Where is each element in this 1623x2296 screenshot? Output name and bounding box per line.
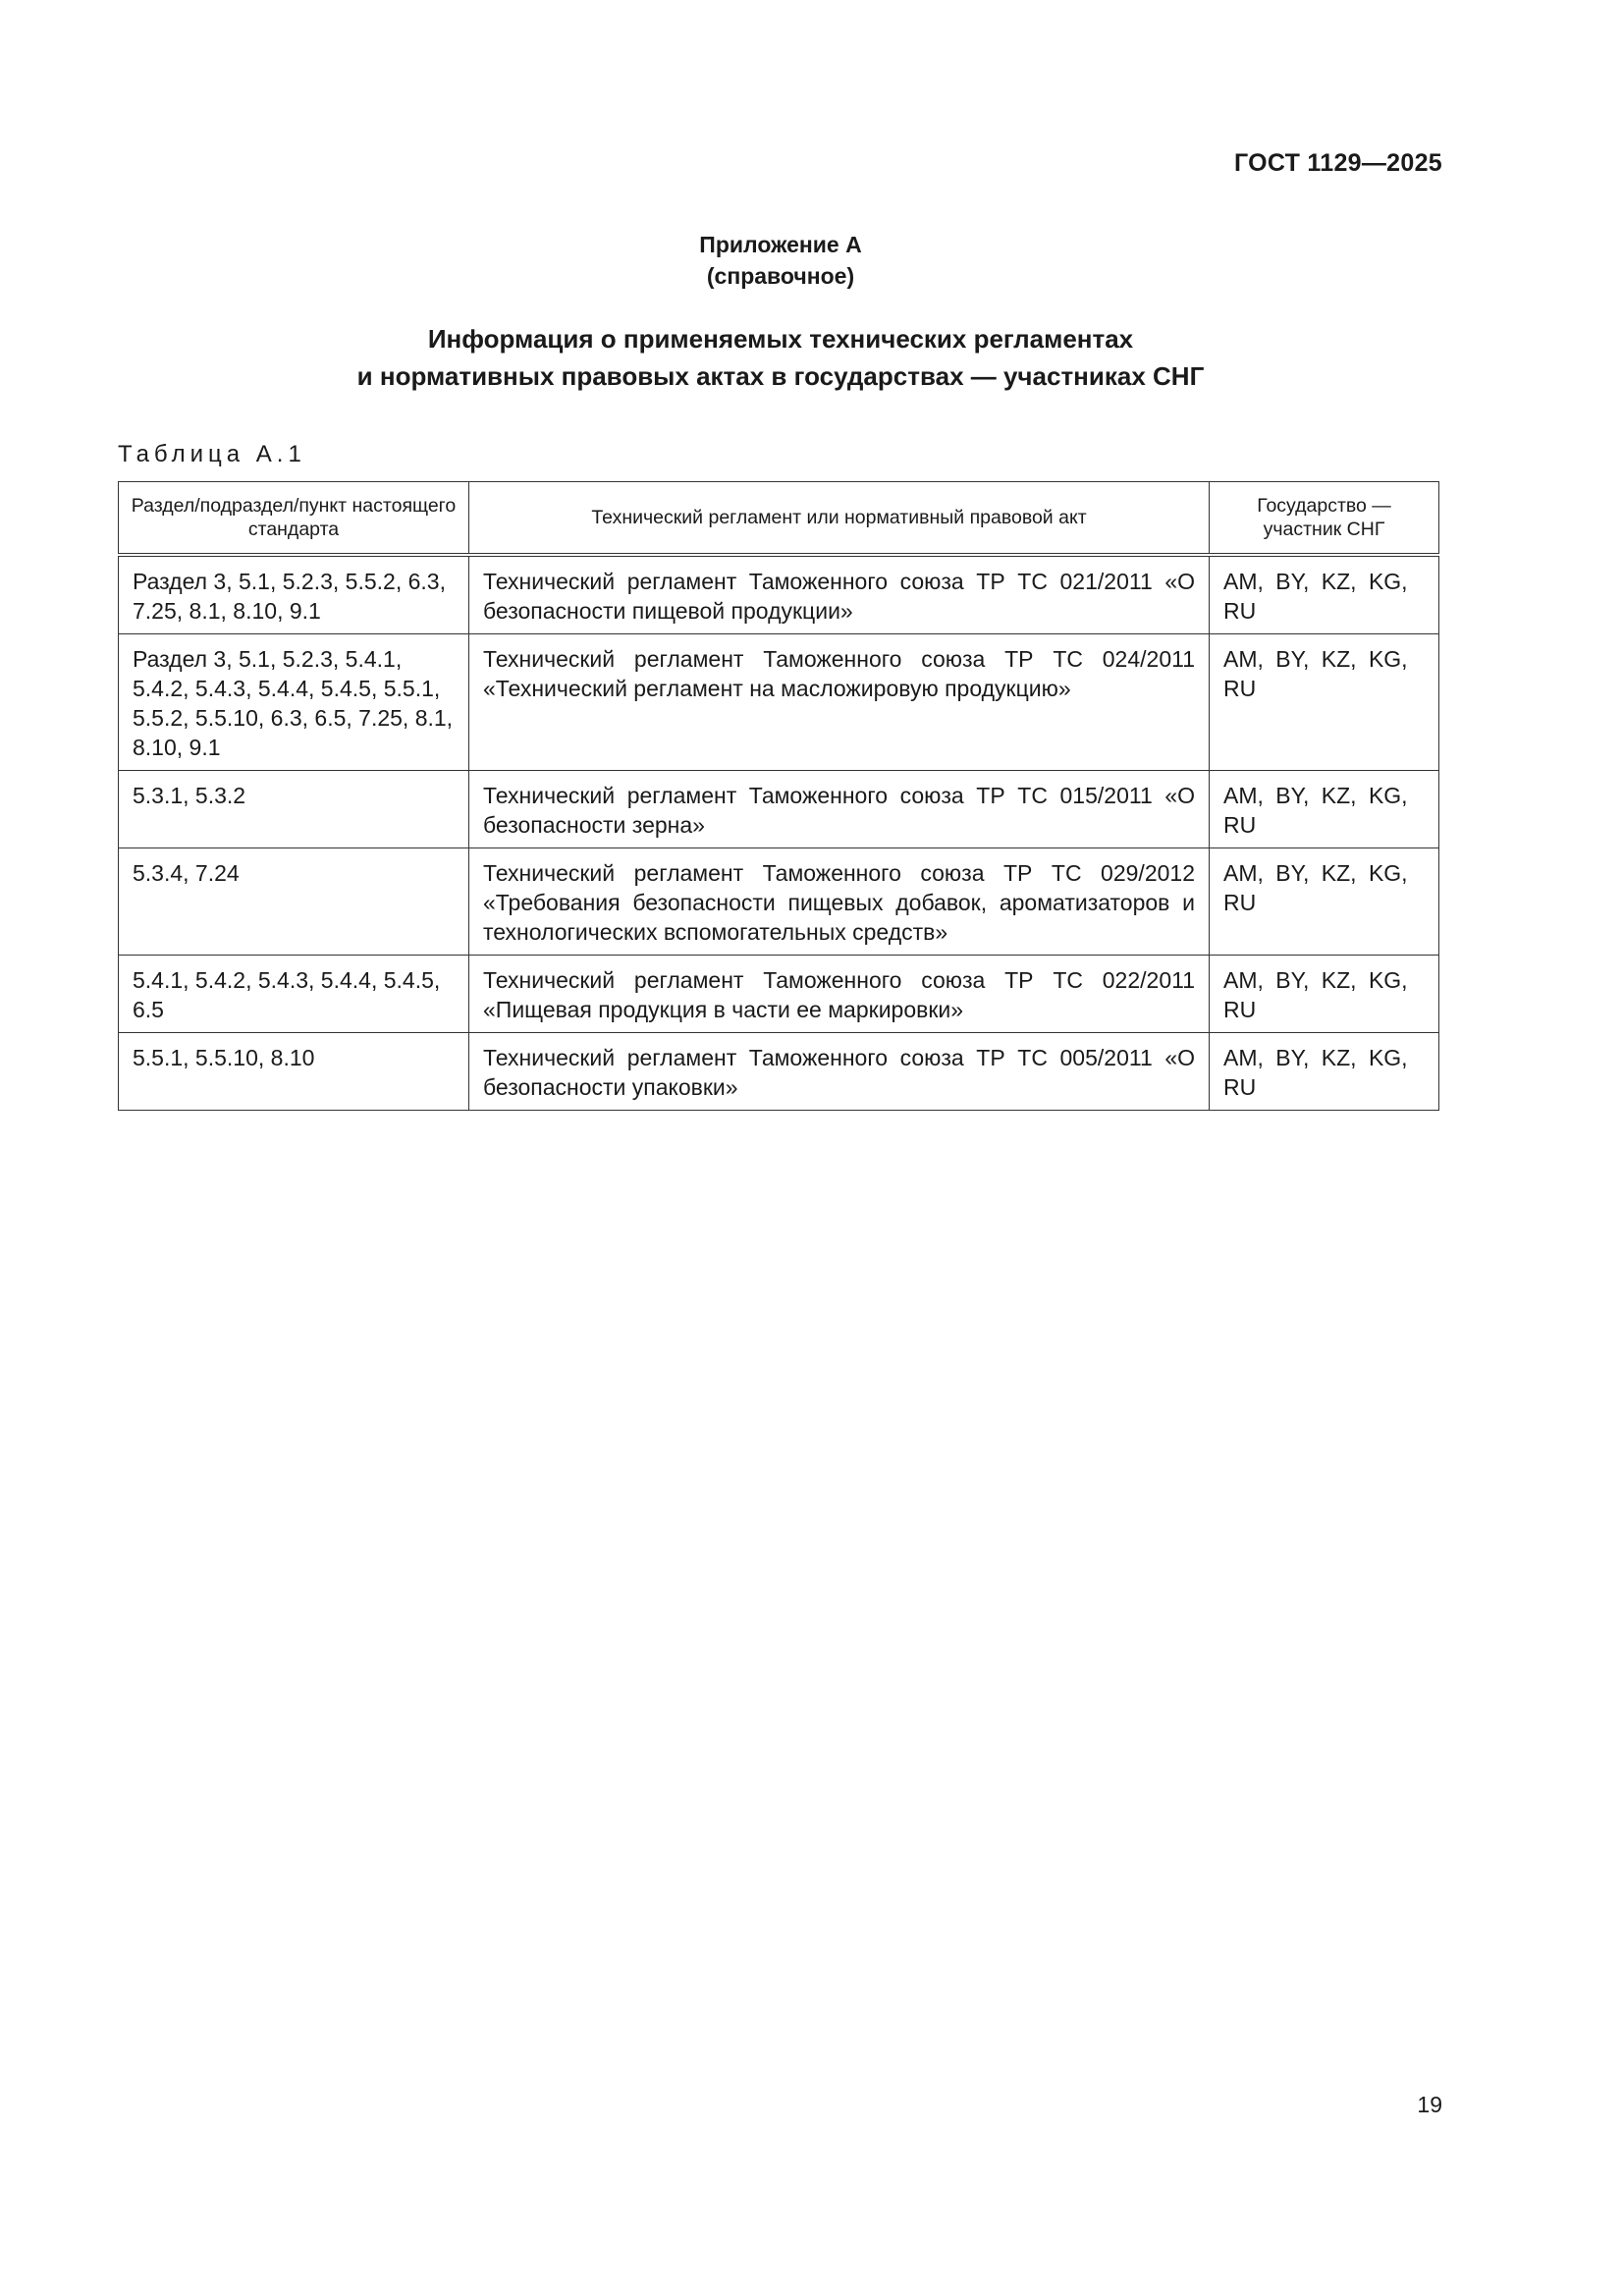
annex-kind: (справочное) [706,263,855,289]
table-row [119,1033,1439,1111]
document-code: ГОСТ 1129—2025 [1234,149,1442,177]
table-row [119,848,1439,956]
annex-heading [0,229,1561,292]
regulations-table [118,481,1439,1111]
annex-label: Приложение А [699,232,862,257]
table-row [119,956,1439,1033]
cell-states: AM, BY, KZ, KG, RU [1210,1033,1439,1111]
cell-states: AM, BY, KZ, KG, RU [1210,956,1439,1033]
column-header-section: Раздел/подраздел/пункт настоящего стандарта [119,482,469,556]
cell-act: Технический регламент Таможенного союза ТР ТС 029/2012 «Требования безопасности пищевых добавок, ароматизаторов и технологических вспомогательных средств» [469,848,1210,956]
column-header-act: Технический регламент или нормативный правовой акт [469,482,1210,556]
cell-act: Технический регламент Таможенного союза ТР ТС 005/2011 «О безопасности упаковки» [469,1033,1210,1111]
cell-section: Раздел 3, 5.1, 5.2.3, 5.5.2, 6.3, 7.25, 8.1, 8.10, 9.1 [119,555,469,634]
table-caption: Таблица А.1 [118,441,306,467]
cell-section: 5.3.1, 5.3.2 [119,771,469,848]
cell-act: Технический регламент Таможенного союза ТР ТС 022/2011 «Пищевая продукция в части ее маркировки» [469,956,1210,1033]
annex-title-line-2: и нормативных правовых актах в государствах — участниках СНГ [356,361,1205,391]
column-header-state: Государство — участник СНГ [1210,482,1439,556]
page-number: 19 [1417,2092,1442,2117]
table-row [119,771,1439,848]
cell-section: 5.3.4, 7.24 [119,848,469,956]
cell-section: Раздел 3, 5.1, 5.2.3, 5.4.1, 5.4.2, 5.4.3, 5.4.4, 5.4.5, 5.5.1, 5.5.2, 5.5.10, 6.3, 6.5, 7.25, 8.1, 8.10, 9.1 [119,634,469,771]
cell-states: AM, BY, KZ, KG, RU [1210,848,1439,956]
cell-section: 5.4.1, 5.4.2, 5.4.3, 5.4.4, 5.4.5, 6.5 [119,956,469,1033]
table-row [119,634,1439,771]
table-header-row [119,482,1439,556]
table-row [119,555,1439,634]
cell-section: 5.5.1, 5.5.10, 8.10 [119,1033,469,1111]
cell-states: AM, BY, KZ, KG, RU [1210,555,1439,634]
cell-states: AM, BY, KZ, KG, RU [1210,771,1439,848]
annex-title [0,320,1561,395]
cell-states: AM, BY, KZ, KG, RU [1210,634,1439,771]
cell-act: Технический регламент Таможенного союза ТР ТС 024/2011 «Технический регламент на масложировую продукцию» [469,634,1210,771]
cell-act: Технический регламент Таможенного союза ТР ТС 021/2011 «О безопасности пищевой продукции» [469,555,1210,634]
annex-title-line-1: Информация о применяемых технических регламентах [427,324,1134,354]
cell-act: Технический регламент Таможенного союза ТР ТС 015/2011 «О безопасности зерна» [469,771,1210,848]
